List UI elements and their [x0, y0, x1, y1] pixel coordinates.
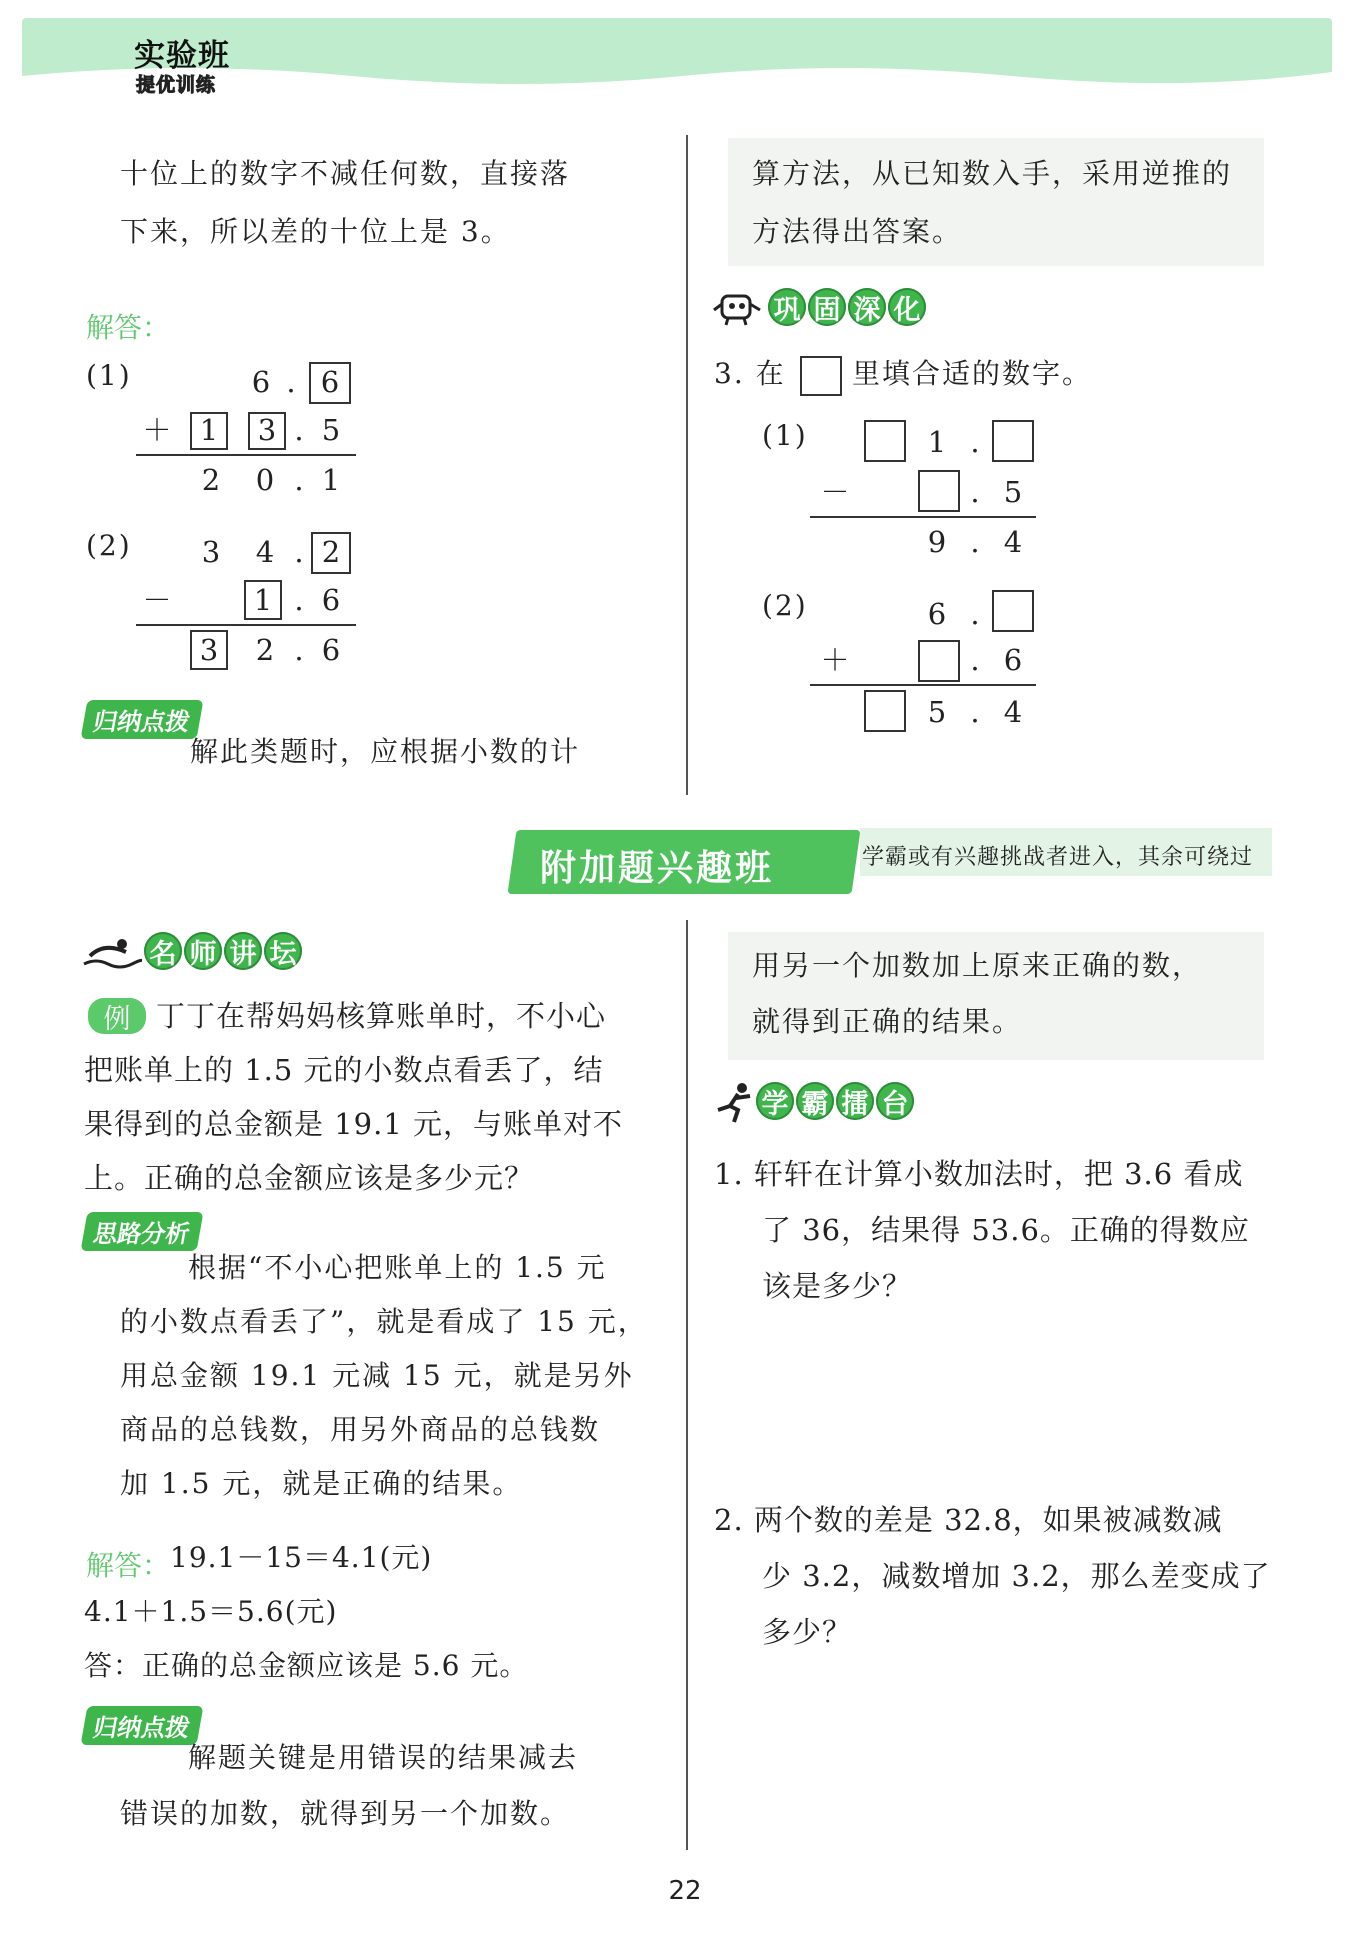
digit: .	[294, 583, 304, 617]
text-line: 用另一个加数加上原来正确的数，	[752, 949, 1203, 982]
analysis-text: 商品的总钱数，用另外商品的总钱数	[120, 1413, 601, 1446]
operator: －	[820, 475, 850, 509]
digit: .	[970, 525, 980, 559]
title-char: 擂	[836, 1082, 874, 1120]
blank-box[interactable]	[992, 420, 1034, 462]
question-prefix: 3. 在	[714, 357, 786, 390]
digit: .	[970, 695, 980, 729]
digit: .	[294, 535, 304, 569]
analysis-text: 加 1.5 元，就是正确的结果。	[120, 1467, 523, 1500]
question-text: 2. 两个数的差是 32.8，如果被减数减	[714, 1503, 1223, 1537]
title-char: 固	[808, 288, 846, 326]
title-char: 学	[756, 1082, 794, 1120]
example-text: 丁丁在帮妈妈核算账单时，不小心	[156, 999, 607, 1033]
digit: 1	[321, 463, 341, 497]
robot-icon	[712, 290, 762, 326]
problem-number: (2)	[86, 529, 132, 562]
answer-label: 解答：	[86, 311, 171, 344]
analysis-text: 根据“不小心把账单上的 1.5 元	[188, 1251, 607, 1284]
digit: 5	[927, 695, 947, 729]
digit: 2	[321, 535, 341, 569]
blank-box[interactable]	[918, 640, 960, 682]
tip-text: 错误的加数，就得到另一个加数。	[120, 1797, 571, 1830]
digit: 1	[199, 413, 219, 447]
digit: 6	[251, 365, 271, 399]
blank-box[interactable]	[864, 690, 906, 732]
digit: .	[294, 633, 304, 667]
digit: 2	[201, 463, 221, 497]
digit: 4	[1003, 525, 1023, 559]
difference-line	[136, 624, 356, 626]
tip-text: 解此类题时，应根据小数的计	[190, 735, 581, 768]
section-title-challenge	[756, 1082, 914, 1120]
tip-text: 解题关键是用错误的结果减去	[188, 1741, 579, 1774]
section-title-consolidate	[768, 288, 926, 326]
brand-subtitle: 提优训练	[136, 74, 217, 96]
question-text: 多少？	[762, 1615, 853, 1649]
digit: 3	[257, 413, 277, 447]
digit: 5	[321, 413, 341, 447]
digit: 2	[255, 633, 275, 667]
digit: 3	[199, 633, 219, 667]
example-text: 把账单上的 1.5 元的小数点看丢了，结	[84, 1053, 604, 1087]
title-char: 化	[888, 288, 926, 326]
problem-number: (1)	[762, 419, 808, 452]
title-char: 讲	[224, 932, 262, 970]
digit: 6	[321, 633, 341, 667]
title-char: 霸	[796, 1082, 834, 1120]
column-divider-top	[686, 135, 688, 795]
example-blank-box	[800, 356, 842, 396]
title-char: 坛	[264, 932, 302, 970]
tip-label: 归纳点拨	[81, 1706, 204, 1745]
digit: .	[294, 463, 304, 497]
tip-label: 归纳点拨	[81, 700, 204, 739]
example-text: 上。正确的总金额应该是多少元？	[84, 1161, 535, 1195]
problem-number: (2)	[762, 589, 808, 622]
digit: 6	[320, 365, 340, 399]
digit: .	[970, 643, 980, 677]
blank-box[interactable]	[992, 590, 1034, 632]
digit: .	[970, 425, 980, 459]
page-number: 22	[668, 1876, 702, 1906]
question-text: 少 3.2，减数增加 3.2，那么差变成了	[762, 1559, 1271, 1593]
solution-line: 答：正确的总金额应该是 5.6 元。	[84, 1649, 529, 1682]
title-char: 师	[184, 932, 222, 970]
digit: .	[970, 597, 980, 631]
text-line: 下来，所以差的十位上是 3。	[120, 215, 511, 248]
title-char: 台	[876, 1082, 914, 1120]
swimmer-icon	[82, 936, 142, 970]
text-line: 就得到正确的结果。	[752, 1005, 1023, 1038]
operator: ＋	[142, 413, 172, 447]
question-text: 了 36，结果得 53.6。正确的得数应	[762, 1213, 1250, 1247]
solution-line: 19.1－15＝4.1(元)	[170, 1541, 433, 1574]
solution-line: 4.1＋1.5＝5.6(元)	[84, 1595, 338, 1628]
blank-box[interactable]	[864, 420, 906, 462]
digit: 4	[255, 535, 275, 569]
digit: 4	[1003, 695, 1023, 729]
analysis-text: 用总金额 19.1 元减 15 元，就是另外	[120, 1359, 634, 1392]
digit: .	[286, 365, 296, 399]
section-title-teacher	[144, 932, 302, 970]
analysis-text: 的小数点看丢了”，就是看成了 15 元，	[120, 1305, 648, 1338]
analysis-label: 思路分析	[81, 1212, 204, 1251]
answer-label: 解答：	[86, 1549, 171, 1582]
title-char: 深	[848, 288, 886, 326]
text-line: 算方法，从已知数入手，采用逆推的	[752, 157, 1233, 190]
digit: .	[970, 475, 980, 509]
example-badge: 例	[88, 998, 146, 1034]
text-line: 十位上的数字不减任何数，直接落	[120, 157, 571, 190]
digit: 1	[253, 583, 273, 617]
blank-box[interactable]	[918, 470, 960, 512]
digit: 1	[927, 425, 947, 459]
extra-note: 学霸或有兴趣挑战者进入，其余可绕过	[862, 845, 1254, 870]
difference-line	[810, 516, 1036, 518]
title-char: 巩	[768, 288, 806, 326]
operator: －	[142, 583, 172, 617]
text-line: 方法得出答案。	[752, 215, 963, 248]
operator: ＋	[820, 643, 850, 677]
extra-title: 附加题兴趣班	[540, 848, 775, 889]
question-text: 里填合适的数字。	[852, 357, 1093, 390]
athlete-icon	[712, 1080, 756, 1124]
digit: 3	[201, 535, 221, 569]
question-text: 1. 轩轩在计算小数加法时，把 3.6 看成	[714, 1157, 1244, 1191]
digit: .	[294, 413, 304, 447]
digit: 6	[321, 583, 341, 617]
digit: 5	[1003, 475, 1023, 509]
example-text: 果得到的总金额是 19.1 元，与账单对不	[84, 1107, 624, 1141]
column-divider-bottom	[686, 920, 688, 1850]
problem-number: (1)	[86, 359, 132, 392]
sum-line	[810, 684, 1036, 686]
digit: 6	[1003, 643, 1023, 677]
sum-line	[136, 454, 356, 456]
digit: 6	[927, 597, 947, 631]
brand-title: 实验班	[134, 38, 230, 74]
digit: 9	[927, 525, 947, 559]
title-char: 名	[144, 932, 182, 970]
question-text: 该是多少？	[762, 1269, 913, 1303]
digit: 0	[255, 463, 275, 497]
